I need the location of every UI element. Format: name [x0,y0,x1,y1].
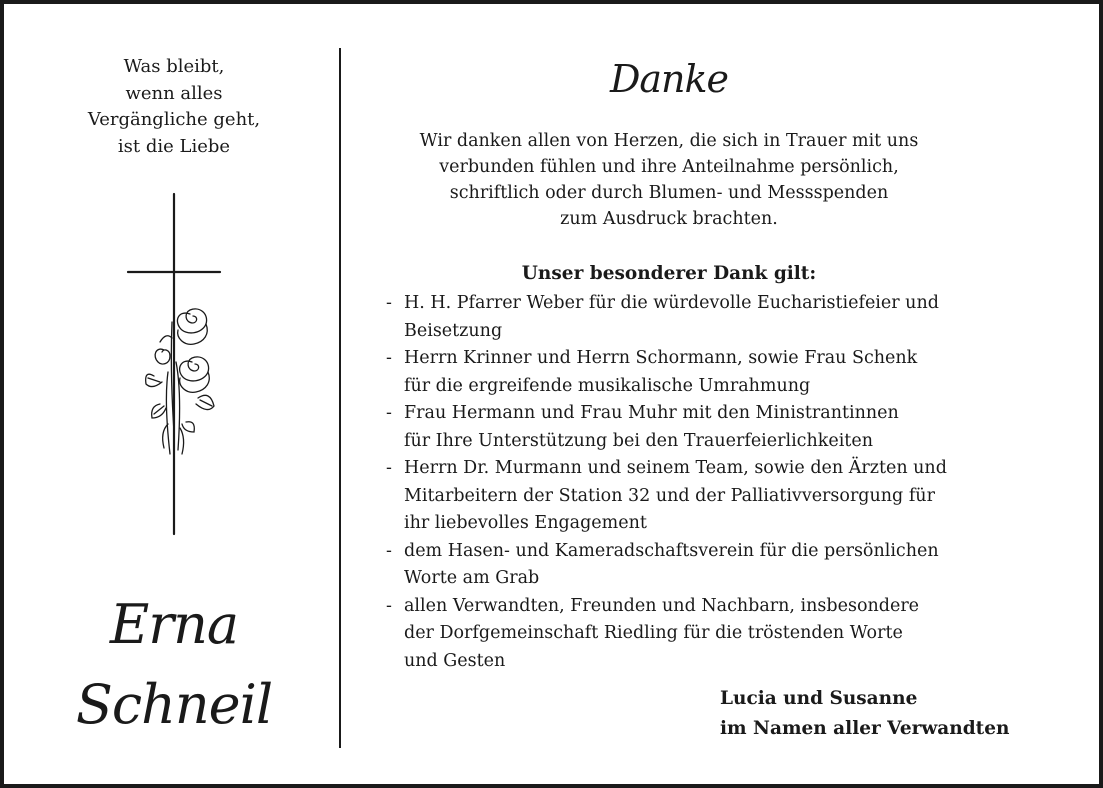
signature-line: im Namen aller Verwandten [720,718,1010,739]
list-item [386,455,1066,538]
thanks-title: Unser besonderer Dank gilt: [521,263,817,284]
bullet-dash: - [386,458,392,478]
list-item [386,593,1066,676]
intro-paragraph [344,128,994,232]
list-item-line: dem Hasen- und Kameradschaftsverein für die persönlichen [404,540,939,561]
list-item-line: H. H. Pfarrer Weber für die würdevolle Eucharistiefeier und [404,293,939,313]
list-item [386,290,1066,345]
motto-line: ist die Liebe [117,135,231,157]
left-column [4,4,339,784]
deceased-first-name: Erna [109,593,239,656]
bullet-dash: - [386,595,392,616]
bullet-dash: - [386,540,392,561]
list-item-line: für die ergreifende musikalische Umrahmung [404,375,811,396]
vertical-divider [339,48,341,748]
bullet-dash: - [386,348,392,368]
cross-with-roses-icon [124,192,224,538]
right-column [344,4,1099,784]
thanks-list [386,290,1066,675]
bullet-dash: - [386,293,392,313]
motto-line: Was bleibt, [123,56,225,77]
intro-line: zum Ausdruck brachten. [560,209,778,229]
list-item-line: Beisetzung [404,320,503,341]
list-item-line: und Gesten [404,650,506,671]
list-item [386,400,1066,455]
list-item-line: Mitarbeitern der Station 32 und der Palliativversorgung für [404,485,935,506]
signature-line: Lucia und Susanne [720,688,918,709]
motto-line: wenn alles [125,82,223,104]
list-item-line: Worte am Grab [404,568,540,588]
list-item [386,345,1066,400]
motto-line: Vergängliche geht, [87,109,261,130]
signature [720,684,1080,744]
list-item-line: Frau Hermann und Frau Muhr mit den Ministrantinnen [404,403,899,423]
list-item-line: allen Verwandten, Freunden und Nachbarn, insbesondere [404,595,920,616]
bullet-dash: - [386,403,392,423]
list-item [386,538,1066,593]
deceased-last-name: Schneil [75,673,273,736]
intro-line: schriftlich oder durch Blumen- und Messspenden [449,183,889,203]
list-item-line: Herrn Dr. Murmann und seinem Team, sowie den Ärzten und [404,458,947,478]
list-item-line: Herrn Krinner und Herrn Schormann, sowie Frau Schenk [404,348,918,368]
list-item-line: ihr liebevolles Engagement [404,513,647,533]
intro-line: verbunden fühlen und ihre Anteilnahme persönlich, [439,157,899,177]
heading-danke: Danke [609,57,729,101]
list-item-line: der Dorfgemeinschaft Riedling für die tröstenden Worte [404,623,903,643]
list-item-line: für Ihre Unterstützung bei den Trauerfeierlichkeiten [404,430,873,451]
motto [24,54,324,160]
intro-line: Wir danken allen von Herzen, die sich in Trauer mit uns [419,131,919,151]
